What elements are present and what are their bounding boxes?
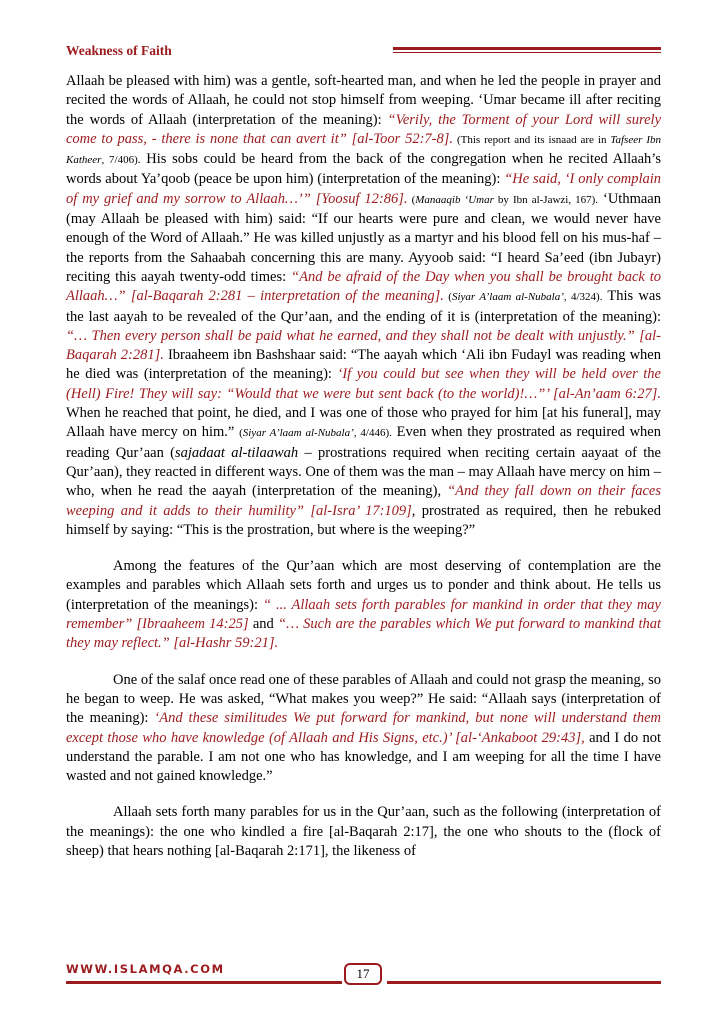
body-text	[66, 72, 661, 861]
footer-rule-right	[387, 981, 661, 984]
header-rule-thick	[393, 47, 661, 50]
citation: by Ibn al-Jawzi, 167).	[493, 193, 599, 206]
body-paragraph	[66, 671, 661, 787]
quran-quote: ‘And these similitudes We put forward for mankind, but none will understand them except those who have knowledge (of Allaah and His Signs, etc.)’ [al-‘Ankaboot 29:43],	[66, 710, 661, 746]
quran-quote: “… Then every person shall be paid what he earned, and they shall not be dealt with unjustly.” [al-Baqarah 2:281].	[66, 327, 661, 364]
text-run: sajadaat al-tilaawah	[174, 444, 299, 461]
citation: Siyar A’laam al-Nubala’	[242, 427, 354, 440]
citation: , 4/446).	[353, 427, 392, 440]
body-paragraph	[66, 72, 661, 540]
quran-quote: “… Such are the parables which We put forward to mankind that they may reflect.” [al-Hashr 59:21].	[66, 616, 661, 652]
quran-quote: “ ... Allaah sets forth parables for mankind in order that they may remember” [Ibraaheem 14:25]	[66, 596, 661, 633]
citation: , 7/406).	[101, 154, 141, 167]
body-paragraph	[66, 557, 661, 653]
citation: (	[443, 291, 452, 304]
citation: Tafseer Ibn Katheer	[66, 133, 661, 167]
text-run: , prostrated as required, then he rebuked himself by saying: “This is the prostration, but where is the weeping?”	[66, 502, 661, 538]
citation: Manaaqib ‘Umar	[415, 193, 494, 206]
header-rule-thin	[393, 52, 661, 53]
text-run: One of the salaf once read one of these parables of Allaah and could not grasp the meaning, so he began to weep. He was asked, “What makes you weep?” He said: “Allaah says (interpretation of the meaning):	[66, 671, 661, 727]
quran-quote: “And be afraid of the Day when you shall be brought back to Allaah…” [al-Baqarah 2:281 – interpretation of the meaning].	[66, 268, 661, 305]
text-run: Even when they prostrated as required when reading Qur’aan (	[66, 424, 661, 461]
citation: , 4/324).	[563, 291, 603, 304]
header-rule	[393, 47, 661, 53]
citation: Siyar A’laam al-Nubala’	[451, 291, 564, 304]
quran-quote: ‘If you could but see when they will be held over the (Hell) Fire! They will say: “Would that we were but sent back (to the world)!…”’ [al-An’aam 6:27].	[66, 366, 661, 402]
text-run: and	[248, 616, 279, 633]
body-paragraph	[66, 803, 661, 861]
citation: (	[407, 193, 416, 206]
footer-website: WWW.ISLAMQA.COM	[66, 962, 225, 976]
page-header-title: Weakness of Faith	[66, 43, 172, 58]
text-run: ‘Uthmaan (may Allaah be pleased with him) said: “If our hearts were pure and clean, we would never have enough of the Word of Allaah.” He was killed unjustly as a martyr and his blood fell on his mus-haf – the reports from the Sahaabah concerning this are many. Ayyoob said: “I heard Sa’eed (ibn Jubayr) reciting this aayah twenty-odd times:	[66, 190, 661, 285]
text-run: Ibraaheem ibn Bashshaar said: “The aayah which ‘Ali ibn Fudayl was reading when he died was (interpretation of the meaning):	[66, 347, 661, 383]
quran-quote: “He said, ‘I only complain of my grief and my sorrow to Allaah…’” [Yoosuf 12:86].	[66, 171, 662, 207]
text-run: This was the last aayah to be revealed of the Qur’aan, and the ending of it is (interpretation of the meaning):	[66, 288, 661, 325]
citation: (	[239, 427, 243, 440]
text-run: Allaah be pleased with him) was a gentle, soft-hearted man, and when he led the people in prayer and recited the words of Allaah, he could not stop himself from weeping. ‘Umar became ill after reciting the words of Allaah (interpretation of the meaning):	[66, 73, 661, 128]
text-run: His sobs could be heard from the back of the congregation when he recited Allaah’s words about Ya’qoob (peace be upon him) (interpretation of the meaning):	[66, 151, 661, 188]
footer-rule-left	[66, 981, 342, 984]
text-run: and I do not understand the parable. I am not one who has knowledge, and I am weeping for all the time I have wasted and not gained knowledge.”	[66, 729, 661, 785]
page-number-badge: 17	[344, 963, 382, 985]
text-run: When he reached that point, he died, and I was one of those who prayed for him [at his funeral], may Allaah have mercy on him.”	[66, 405, 661, 441]
text-run: Allaah sets forth many parables for us in the Qur’aan, such as the following (interpretation of the meanings): the one who kindled a fire [al-Baqarah 2:17], the one who shouts to the (flock of sheep) that hears nothing [al-Baqarah 2:171], the likeness of	[66, 804, 661, 859]
citation: (This report and its isnaad are in	[453, 133, 611, 146]
quran-quote: “Verily, the Torment of your Lord will surely come to pass, - there is none that can avert it” [al-Toor 52:7-8].	[66, 111, 662, 147]
text-run: – prostrations required when reciting certain aayaat of the Qur’aan), they reacted in different ways. One of them was the man – may Allaah have mercy on him – who, when he read the aayah (interpretation of the meaning),	[66, 444, 661, 500]
quran-quote: “And they fall down on their faces weeping and it adds to their humility” [al-Isra’ 17:109]	[66, 483, 661, 519]
text-run: Among the features of the Qur’aan which are most deserving of contemplation are the examples and parables which Allaah sets forth and urges us to ponder and think about. He tells us (interpretation of the meanings):	[66, 558, 661, 613]
